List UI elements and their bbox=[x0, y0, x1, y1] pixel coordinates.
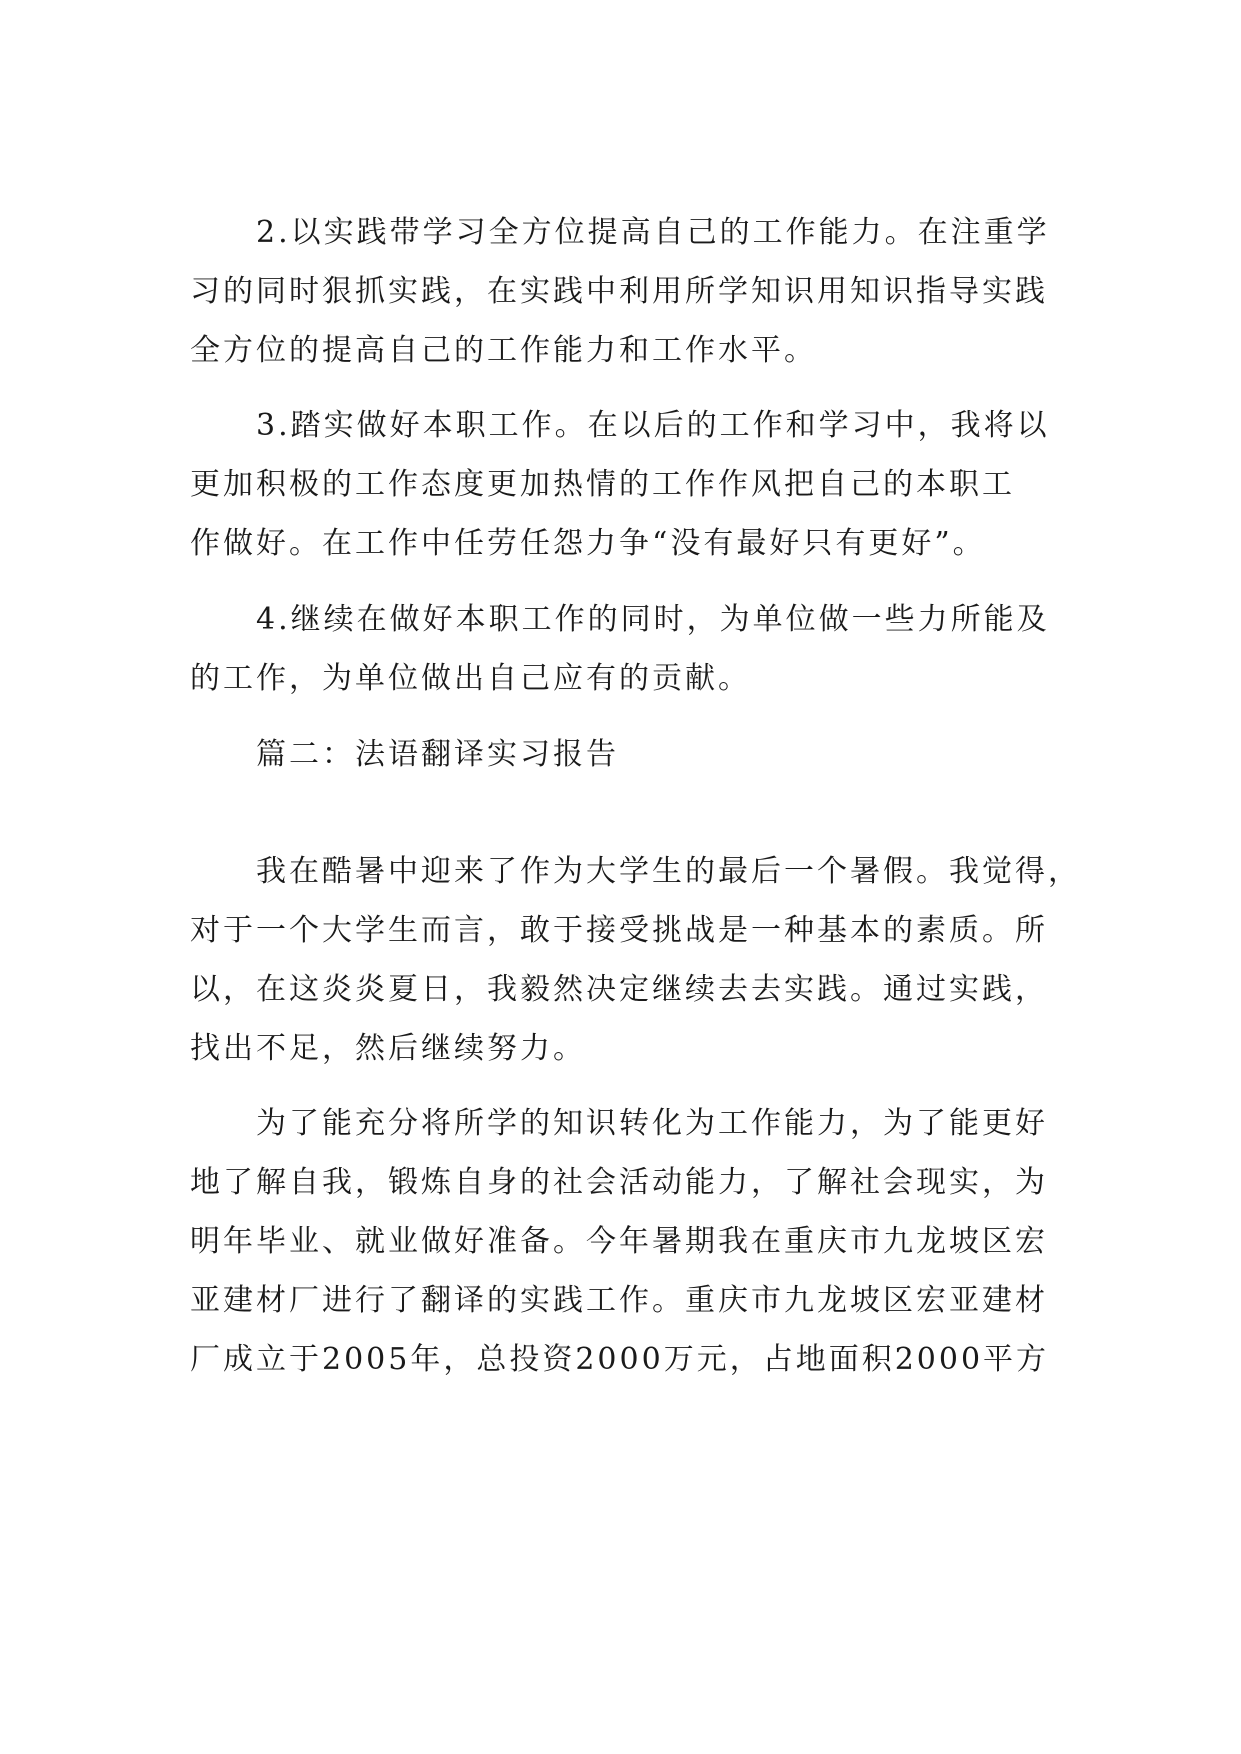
paragraph-internship-purpose bbox=[190, 1094, 1070, 1389]
text-line: 明年毕业、就业做好准备。今年暑期我在重庆市九龙坡区宏 bbox=[190, 1224, 1048, 1259]
paragraph-do-job-well bbox=[190, 396, 1070, 573]
paragraph-practice-ability bbox=[190, 203, 1070, 380]
text-line: 亚建材厂进行了翻译的实践工作。重庆市九龙坡区宏亚建材 bbox=[190, 1283, 1048, 1318]
text-line: 的工作，为单位做出自己应有的贡献。 bbox=[190, 661, 751, 696]
section-title: 篇二：法语翻译实习报告 bbox=[256, 737, 619, 772]
text-line: 地了解自我，锻炼自身的社会活动能力，了解社会现实，为 bbox=[190, 1165, 1048, 1200]
text-line: 3.踏实做好本职工作。在以后的工作和学习中，我将以 bbox=[256, 408, 1050, 443]
section-heading bbox=[190, 725, 1070, 784]
text-line: 厂成立于2005年，总投资2000万元，占地面积2000平方 bbox=[190, 1342, 1050, 1377]
paragraph-summer-vacation bbox=[190, 842, 1081, 1078]
text-line: 更加积极的工作态度更加热情的工作作风把自己的本职工 bbox=[190, 467, 1015, 502]
text-line: 对于一个大学生而言，敢于接受挑战是一种基本的素质。所 bbox=[190, 913, 1048, 948]
text-line: 全方位的提高自己的工作能力和工作水平。 bbox=[190, 333, 817, 368]
text-line: 为了能充分将所学的知识转化为工作能力，为了能更好 bbox=[256, 1106, 1048, 1141]
text-line: 作做好。在工作中任劳任怨力争“没有最好只有更好”。 bbox=[190, 526, 986, 561]
paragraph-contribute-to-unit bbox=[190, 590, 1070, 708]
text-line: 以，在这炎炎夏日，我毅然决定继续去去实践。通过实践， bbox=[190, 972, 1048, 1007]
text-line: 习的同时狠抓实践，在实践中利用所学知识用知识指导实践 bbox=[190, 274, 1048, 309]
text-line: 我在酷暑中迎来了作为大学生的最后一个暑假。我觉得， bbox=[256, 854, 1081, 889]
text-line: 找出不足，然后继续努力。 bbox=[190, 1031, 586, 1066]
text-line: 4.继续在做好本职工作的同时，为单位做一些力所能及 bbox=[256, 602, 1050, 637]
text-line: 2.以实践带学习全方位提高自己的工作能力。在注重学 bbox=[256, 215, 1050, 250]
